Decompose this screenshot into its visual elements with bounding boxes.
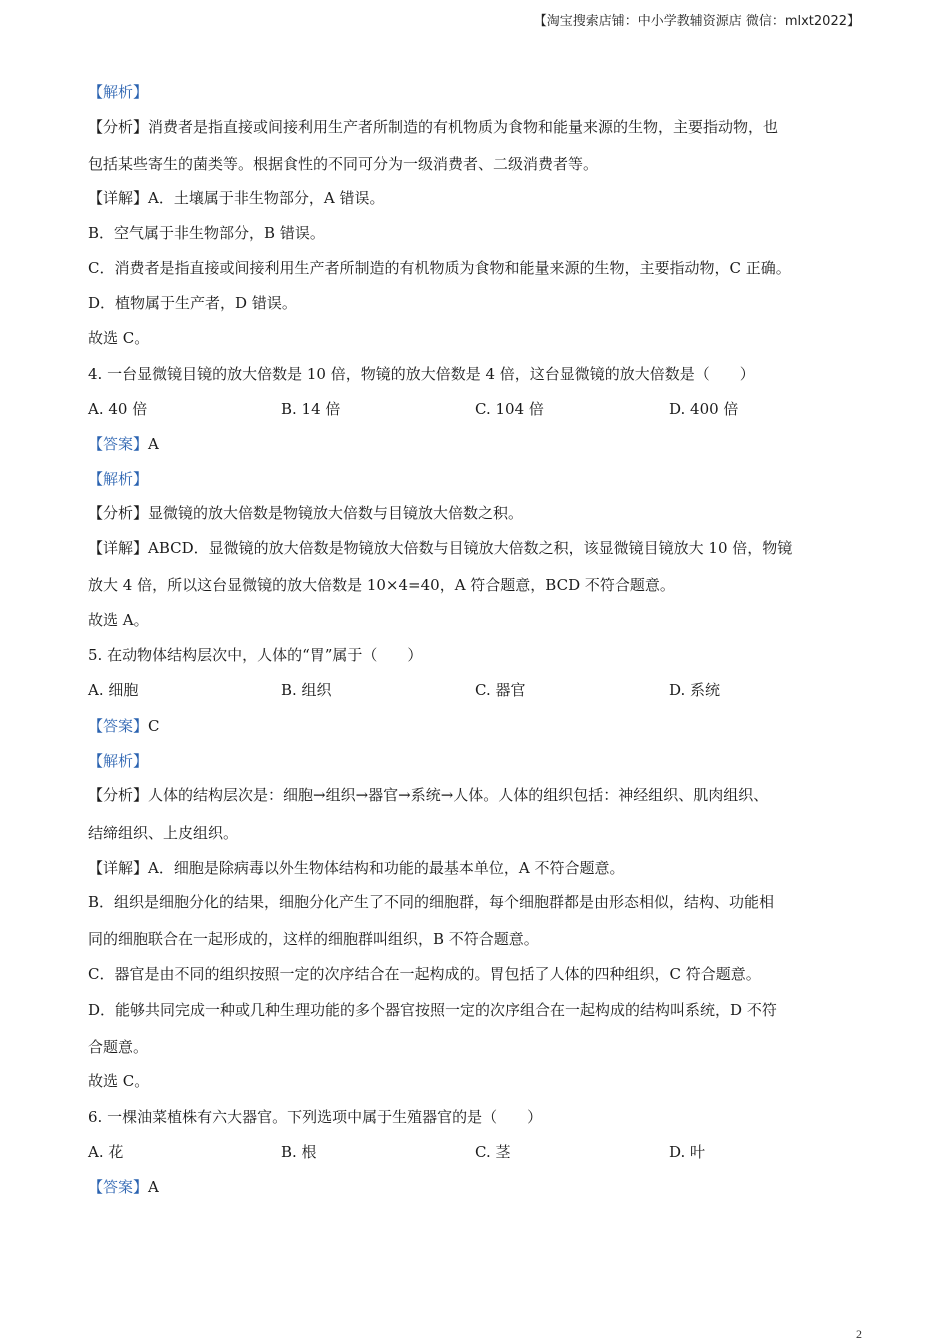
q4-jiexi-label [88,469,860,489]
q4-xiangjie-line2: 放大 4 倍，所以这台显微镜的放大倍数是 10×4=40，A 符合题意，BCD 不符合题意。 [88,576,675,594]
q5-conclusion: 故选 C。 [88,1072,150,1090]
q5-line-b1: B．组织是细胞分化的结果，细胞分化产生了不同的细胞群，每个细胞群都是由形态相似，结构、功能相 [88,893,775,911]
q5-option-d: D. 系统 [669,681,721,699]
answer-tag: 【答案】 [88,1178,149,1196]
q5-fenxi-line1 [88,785,860,805]
q5-option-b: B. 组织 [281,681,332,699]
fenxi-tag: 【分析】 [88,786,149,804]
q6-option-b: B. 根 [281,1143,317,1161]
xiangjie-tag: 【详解】 [88,539,149,557]
xiangjie-text: A．细胞是除病毒以外生物体结构和功能的最基本单位，A 不符合题意。 [148,859,625,877]
answer-value: A [148,1178,159,1196]
q5-stem: 5. 在动物体结构层次中，人体的“胃”属于（ ） [88,646,423,664]
q5-answer [88,716,860,736]
answer-tag: 【答案】 [88,717,149,735]
q6-option-a: A. 花 [88,1143,124,1161]
xiangjie-text: ABCD．显微镜的放大倍数是物镜放大倍数与目镜放大倍数之积，该显微镜目镜放大 10 倍，物镜 [148,539,793,557]
answer-value: C [148,717,160,735]
q3-xiangjie-a [88,188,860,208]
q5-line-d1: D．能够共同完成一种或几种生理功能的多个器官按照一定的次序组合在一起构成的结构叫系统，D 不符 [88,1001,777,1019]
q3-conclusion: 故选 C。 [88,329,150,347]
q5-xiangjie-a [88,858,860,878]
q5-line-b2: 同的细胞联合在一起形成的，这样的细胞群叫组织，B 不符合题意。 [88,930,539,948]
xiangjie-tag: 【详解】 [88,859,149,877]
q3-fenxi-line2: 包括某些寄生的菌类等。根据食性的不同可分为一级消费者、二级消费者等。 [88,155,599,173]
q5-line-d2: 合题意。 [88,1038,149,1056]
q5-line-c: C．器官是由不同的组织按照一定的次序结合在一起构成的。胃包括了人体的四种组织，C 符合题意。 [88,965,761,983]
fenxi-tag: 【分析】 [88,504,149,522]
q4-option-c: C. 104 倍 [475,400,544,418]
q3-fenxi-line1 [88,117,860,137]
q6-stem: 6. 一棵油菜植株有六大器官。下列选项中属于生殖器官的是（ ） [88,1108,543,1126]
page-header: 【淘宝搜索店铺：中小学教辅资源店 微信：mlxt2022】 [533,14,860,29]
q4-conclusion: 故选 A。 [88,611,149,629]
q5-fenxi-line2: 结缔组织、上皮组织。 [88,824,239,842]
page-number: 2 [856,1327,862,1341]
q4-option-d: D. 400 倍 [669,400,739,418]
q6-answer [88,1177,860,1197]
q4-answer [88,434,860,454]
q5-jiexi-label [88,751,860,771]
q4-fenxi [88,503,860,523]
answer-value: A [148,435,159,453]
q6-option-c: C. 茎 [475,1143,511,1161]
q3-jiexi-label [88,82,860,102]
q3-line-b: B．空气属于非生物部分，B 错误。 [88,224,325,242]
q5-option-c: C. 器官 [475,681,526,699]
q4-xiangjie-line1 [88,538,860,558]
fenxi-text: 消费者是指直接或间接利用生产者所制造的有机物质为食物和能量来源的生物，主要指动物，也 [148,118,779,136]
answer-tag: 【答案】 [88,435,149,453]
q4-stem: 4. 一台显微镜目镜的放大倍数是 10 倍，物镜的放大倍数是 4 倍，这台显微镜的放大倍数是（ ） [88,365,755,383]
q3-line-c: C．消费者是指直接或间接利用生产者所制造的有机物质为食物和能量来源的生物，主要指动物，C 正确。 [88,259,791,277]
fenxi-text: 人体的结构层次是：细胞→组织→器官→系统→人体。人体的组织包括：神经组织、肌肉组织、 [148,786,769,804]
q4-option-b: B. 14 倍 [281,400,341,418]
q4-option-a: A. 40 倍 [88,400,148,418]
xiangjie-tag: 【详解】 [88,189,149,207]
q6-option-d: D. 叶 [669,1143,706,1161]
fenxi-text: 显微镜的放大倍数是物镜放大倍数与目镜放大倍数之积。 [148,504,524,522]
fenxi-tag: 【分析】 [88,118,149,136]
xiangjie-text: A．土壤属于非生物部分，A 错误。 [148,189,385,207]
jiexi-tag: 【解析】 [88,470,149,488]
jiexi-tag: 【解析】 [88,752,149,770]
jiexi-tag: 【解析】 [88,83,149,101]
q5-option-a: A. 细胞 [88,681,139,699]
q3-line-d: D．植物属于生产者，D 错误。 [88,294,297,312]
